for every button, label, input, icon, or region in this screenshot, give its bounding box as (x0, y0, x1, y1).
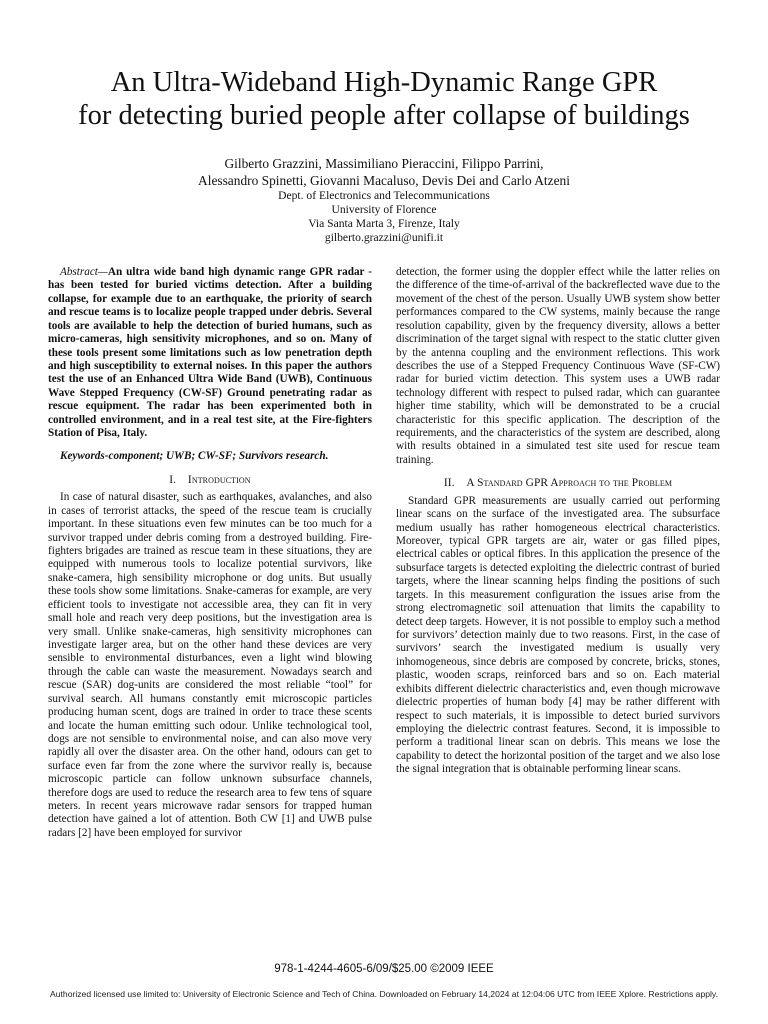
section-title: Introduction (187, 473, 251, 486)
left-column (48, 266, 372, 840)
introduction-paragraph: In case of natural disaster, such as earthquakes, avalanches, and also in cases of terrorist attacks, the speed of the rescue team is crucially important. In these situations even few minutes can be too much for a survivor trapped under debris coming from a destroyed building. Fire-fighters brigades are trained as rescue team in these situations, they are equipped with numerous tools to localize potential survivors, like snake-camera, high sensibility microphone or dog units. But usually these tools show some limitations. Snake-cameras for example, are very efficient tools to investigate not accessible area, they can fit in very small hole and reach very deep positions, but the investigation area is very small. Unlike snake-cameras, high sensitivity microphones can investigate larger area, but on the other hand these devices are very sensible to environmental disturbances, even a light wind blowing through the cable can waste the measurement. Nowadays search and rescue (SAR) dog-units are considered the most reliable “tool” for survival search. All humans constantly emit microscopic particles producing human scent, dogs are trained in order to trace these scents and locate the human emitting such odour. Unlike technological tool, dogs are not sensible to environmental noise, and can also move very rapidly all over the disaster area. On the other hand, odours can get to surface even far from the zone where the survivor really is, because microscopic particle can follow unknown subsurface channels, therefore dogs are used to reduce the research area to few tens of square meters. In recent years microwave radar sensors for trapped human detection have gained a lot of attention. Both CW [1] and UWB pulse radars [2] have been employed for survivor (48, 491, 372, 839)
right-column (396, 266, 720, 777)
section-number: I. (169, 473, 177, 486)
author-list (0, 155, 768, 189)
title-line-2: for detecting buried people after collapse of buildings (78, 100, 690, 131)
abstract-lead: Abstract— (60, 266, 108, 278)
affiliation (0, 189, 768, 245)
keywords: Keywords-component; UWB; CW-SF; Survivors research. (60, 450, 329, 463)
section-number: II. (443, 477, 455, 490)
affiliation-address: Via Santa Marta 3, Firenze, Italy (308, 217, 460, 230)
authors-line-1: Gilberto Grazzini, Massimiliano Pieraccini, Filippo Parrini, (224, 156, 544, 171)
title-line-1: An Ultra-Wideband High-Dynamic Range GPR (110, 67, 658, 98)
affiliation-dept: Dept. of Electronics and Telecommunications (278, 189, 490, 202)
abstract (48, 266, 372, 440)
affiliation-university: University of Florence (331, 203, 437, 216)
authors-line-2: Alessandro Spinetti, Giovanni Macaluso, Devis Dei and Carlo Atzeni (198, 173, 570, 188)
abstract-text: An ultra wide band high dynamic range GPR radar - has been tested for buried victims detection. After a building collapse, for example due to an earthquake, the priority of search and rescue teams is to localize people trapped under debris. Several tools are available to help the detection of buried humans, such as micro-cameras, high sensitivity microphones, and so on. Many of these tools present some limitations such as low penetration depth and high susceptibility to external noises. In this paper the authors test the use of an Enhanced Ultra Wide Band (UWB), Continuous Wave Stepped Frequency (CW-SF) Ground penetrating radar as rescue equipment. The radar has been experimented both in controlled environment, and in a real test site, at the Fire-fighters Station of Pisa, Italy. (48, 266, 372, 440)
affiliation-email: gilberto.grazzini@unifi.it (324, 231, 444, 244)
section-title: A Standard GPR Approach to the Problem (466, 477, 673, 490)
introduction-continued-paragraph: detection, the former using the doppler effect while the latter relies on the difference of the time-of-arrival of the backreflected wave due to the movement of the chest of the person. Usually UWB system show better performances compared to the CW systems, mainly because the range resolution capability, given by the frequency diversity, allows a better discrimination of the target signal with respect to the static clutter given by the antenna coupling and the environment reflections. This work describes the use of a Stepped Frequency Continuous Wave (SF-CW) radar for buried victim detection. This system uses a UWB radar technology different with respect to pulsed radar, which can guarantee higher time stability, which will be demonstrated to be a crucial characteristic for this specific application. The description of the requirements, and the characteristics of the system are described, along with results obtained in a simulated test site used for rescue team training. (396, 266, 720, 466)
paper-title (0, 66, 768, 132)
license-notice: Authorized licensed use limited to: University of Electronic Science and Tech of China. Downloaded on February 14,2024 at 12:04:06 UTC from IEEE Xplore. Restrictions apply. (50, 989, 718, 999)
isbn-copyright-footer: 978-1-4244-4605-6/09/$25.00 ©2009 IEEE (274, 963, 494, 975)
standard-gpr-paragraph: Standard GPR measurements are usually carried out performing linear scans on the surface of the investigated area. The subsurface medium usually has rather homogeneous electrical characteristics. Moreover, typical GPR targets are air, water or gas filled pipes, electrical cables or optical fibres. In this application the presence of the subsurface targets is detected exploiting the dielectric contrast of buried targets, where the linear scanning helps finding the positions of such targets. In this measurement configuration the issues arise from the strong electromagnetic soil attenuation that limits the capability to detect deep targets. However, it is not possible to employ such a method for survivors’ detection mainly due to two reasons. First, in the case of survivors’ search the investigated medium is usually very inhomogeneous, since debris are composed by concrete, bricks, stones, plastic, wooden scraps, reinforced bars and so on. Each material exhibits different dielectric characteristics and, even though microwave dielectric properties of human body [4] may be rather different with respect to such materials, it is impossible to detect buried survivors employing the dielectric contrast features. Second, it is impossible to perform a traditional linear scan on debris. This means we lose the capability to detect the horizontal position of the target and we also lose the signal integration that is obtainable performing linear scans. (396, 494, 720, 776)
section-heading-standard-gpr (396, 477, 720, 490)
section-heading-introduction (48, 474, 372, 487)
